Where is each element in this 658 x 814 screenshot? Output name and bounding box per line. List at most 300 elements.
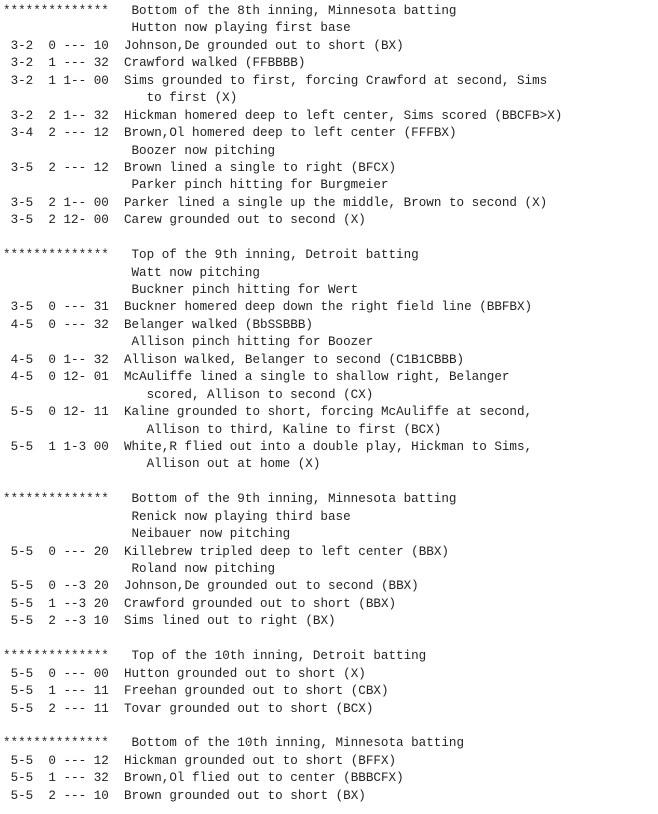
- play-continuation: [3, 456, 653, 473]
- gap: [56, 597, 64, 611]
- bases: ---: [63, 544, 87, 559]
- gap: [3, 614, 11, 628]
- gap: [3, 178, 131, 192]
- count: 20: [93, 596, 109, 611]
- count: 00: [93, 213, 109, 228]
- inning-title: Bottom of the 9th inning, Minnesota batting: [131, 492, 457, 507]
- gap: [109, 109, 124, 123]
- gap: [33, 196, 48, 210]
- gap: [109, 597, 124, 611]
- gap: [109, 126, 124, 140]
- play-description: Brown grounded out to short (BX): [124, 788, 366, 803]
- gap: [3, 754, 11, 768]
- gap: [56, 318, 64, 332]
- play-description: Sims lined out to right (BX): [124, 614, 336, 629]
- play-row: [3, 613, 653, 630]
- gap: [3, 510, 131, 524]
- gap: [33, 614, 48, 628]
- count: 11: [93, 684, 109, 699]
- gap: [109, 39, 124, 53]
- gap: [3, 283, 131, 297]
- gap: [33, 300, 48, 314]
- score: 5-5: [10, 439, 34, 454]
- outs: 1: [48, 684, 56, 699]
- gap: [3, 144, 131, 158]
- continuation-text: to first (X): [146, 91, 238, 106]
- note-text: Boozer now pitching: [131, 143, 276, 158]
- inning-header: [3, 491, 653, 508]
- gap: [33, 126, 48, 140]
- blank-line: [3, 230, 653, 247]
- gap: [86, 771, 94, 785]
- gap: [3, 457, 147, 471]
- gap: [86, 196, 94, 210]
- gap: [109, 736, 132, 750]
- gap: [86, 56, 94, 70]
- inning-separator: **************: [3, 4, 109, 18]
- inning-title: Top of the 10th inning, Detroit batting: [131, 649, 427, 664]
- play-row: [3, 683, 653, 700]
- outs: 2: [48, 701, 56, 716]
- inning-header: [3, 247, 653, 264]
- gap: [56, 196, 64, 210]
- outs: 2: [48, 213, 56, 228]
- bases: ---: [63, 126, 87, 141]
- score: 5-5: [10, 544, 34, 559]
- score: 5-5: [10, 753, 34, 768]
- gap: [109, 370, 124, 384]
- note-text: Renick now playing third base: [131, 509, 351, 524]
- play-row: [3, 753, 653, 770]
- gap: [109, 353, 124, 367]
- count: 32: [93, 771, 109, 786]
- gap: [33, 597, 48, 611]
- score: 3-5: [10, 300, 34, 315]
- play-row: [3, 352, 653, 369]
- count: 10: [93, 614, 109, 629]
- gap: [3, 300, 11, 314]
- bases: ---: [63, 56, 87, 71]
- bases: ---: [63, 38, 87, 53]
- play-description: White,R flied out into a double play, Hickman to Sims,: [124, 439, 533, 454]
- gap: [3, 405, 11, 419]
- play-description: Brown,Ol homered deep to left center (FFFBX): [124, 126, 457, 141]
- gap: [3, 423, 147, 437]
- count: 12: [93, 160, 109, 175]
- play-row: [3, 404, 653, 421]
- score: 4-5: [10, 352, 34, 367]
- gap: [109, 579, 124, 593]
- play-description: Kaline grounded to short, forcing McAuliffe at second,: [124, 405, 533, 420]
- gap: [109, 754, 124, 768]
- play-description: Johnson,De grounded out to short (BX): [124, 38, 404, 53]
- score: 3-2: [10, 56, 34, 71]
- bases: 12-: [63, 405, 87, 420]
- score: 5-5: [10, 788, 34, 803]
- gap: [33, 684, 48, 698]
- play-row: [3, 125, 653, 142]
- gap: [86, 702, 94, 716]
- play-description: Belanger walked (BbSSBBB): [124, 317, 313, 332]
- gap: [56, 56, 64, 70]
- play-row: [3, 195, 653, 212]
- score: 3-2: [10, 73, 34, 88]
- gap: [56, 405, 64, 419]
- gap: [109, 492, 132, 506]
- count: 01: [93, 370, 109, 385]
- gap: [56, 789, 64, 803]
- continuation-text: Allison out at home (X): [146, 457, 321, 472]
- gap: [3, 213, 11, 227]
- gap: [86, 109, 94, 123]
- outs: 1: [48, 73, 56, 88]
- gap: [3, 684, 11, 698]
- play-row: [3, 578, 653, 595]
- score: 4-5: [10, 370, 34, 385]
- outs: 0: [48, 753, 56, 768]
- outs: 1: [48, 596, 56, 611]
- gap: [33, 161, 48, 175]
- substitution-note: [3, 143, 653, 160]
- gap: [33, 667, 48, 681]
- count: 11: [93, 701, 109, 716]
- outs: 2: [48, 614, 56, 629]
- bases: ---: [63, 160, 87, 175]
- count: 20: [93, 579, 109, 594]
- bases: 1--: [63, 195, 87, 210]
- play-description: Hickman grounded out to short (BFFX): [124, 753, 397, 768]
- gap: [3, 39, 11, 53]
- play-description: Killebrew tripled deep to left center (BBX): [124, 544, 449, 559]
- gap: [86, 684, 94, 698]
- gap: [109, 300, 124, 314]
- gap: [56, 161, 64, 175]
- gap: [33, 545, 48, 559]
- score: 5-5: [10, 666, 34, 681]
- gap: [33, 789, 48, 803]
- bases: ---: [63, 317, 87, 332]
- gap: [109, 771, 124, 785]
- bases: 1--: [63, 108, 87, 123]
- gap: [56, 300, 64, 314]
- bases: ---: [63, 753, 87, 768]
- gap: [109, 318, 124, 332]
- play-row: [3, 299, 653, 316]
- inning-separator: **************: [3, 248, 109, 263]
- count: 32: [93, 352, 109, 367]
- gap: [86, 789, 94, 803]
- substitution-note: [3, 282, 653, 299]
- play-description: Brown,Ol flied out to center (BBBCFX): [124, 771, 404, 786]
- note-text: Neibauer now pitching: [131, 527, 291, 542]
- bases: ---: [63, 788, 87, 803]
- play-row: [3, 439, 653, 456]
- gap: [56, 579, 64, 593]
- note-text: Hutton now playing first base: [131, 21, 351, 36]
- note-text: Buckner pinch hitting for Wert: [131, 283, 359, 297]
- gap: [109, 74, 124, 88]
- gap: [86, 370, 94, 384]
- count: 31: [93, 300, 109, 315]
- blank-line: [3, 718, 653, 735]
- bases: 12-: [63, 370, 87, 385]
- gap: [33, 74, 48, 88]
- play-row: [3, 38, 653, 55]
- score: 3-5: [10, 195, 34, 210]
- outs: 0: [48, 666, 56, 681]
- substitution-note: [3, 334, 653, 351]
- gap: [33, 213, 48, 227]
- gap: [33, 109, 48, 123]
- gap: [3, 74, 11, 88]
- score: 3-5: [10, 160, 34, 175]
- gap: [109, 789, 124, 803]
- outs: 0: [48, 405, 56, 420]
- outs: 0: [48, 352, 56, 367]
- substitution-note: [3, 561, 653, 578]
- gap: [3, 196, 11, 210]
- gap: [33, 405, 48, 419]
- gap: [86, 754, 94, 768]
- play-continuation: [3, 90, 653, 107]
- bases: 12-: [63, 213, 87, 228]
- gap: [3, 789, 11, 803]
- substitution-note: [3, 526, 653, 543]
- inning-separator: **************: [3, 649, 109, 664]
- gap: [109, 4, 132, 18]
- bases: ---: [63, 666, 87, 681]
- gap: [86, 597, 94, 611]
- inning-header: [3, 735, 653, 752]
- gap: [109, 545, 124, 559]
- outs: 2: [48, 160, 56, 175]
- play-row: [3, 317, 653, 334]
- play-row: [3, 55, 653, 72]
- score: 5-5: [10, 701, 34, 716]
- gap: [86, 126, 94, 140]
- play-description: Johnson,De grounded out to second (BBX): [124, 579, 419, 594]
- outs: 2: [48, 788, 56, 803]
- gap: [86, 353, 94, 367]
- gap: [86, 300, 94, 314]
- play-description: Parker lined a single up the middle, Brown to second (X): [124, 195, 548, 210]
- substitution-note: [3, 20, 653, 37]
- gap: [56, 109, 64, 123]
- outs: 1: [48, 56, 56, 71]
- play-by-play-log: [3, 3, 653, 805]
- gap: [56, 126, 64, 140]
- play-continuation: [3, 422, 653, 439]
- play-row: [3, 369, 653, 386]
- play-description: Tovar grounded out to short (BCX): [124, 701, 374, 716]
- play-row: [3, 701, 653, 718]
- gap: [3, 388, 147, 402]
- count: 10: [93, 38, 109, 53]
- blank-line: [3, 631, 653, 648]
- play-description: Buckner homered deep down the right field line (BBFBX): [124, 300, 533, 315]
- note-text: Watt now pitching: [131, 265, 260, 280]
- inning-separator: **************: [3, 736, 109, 751]
- inning-header: [3, 648, 653, 665]
- outs: 2: [48, 108, 56, 123]
- count: 00: [93, 439, 109, 454]
- outs: 0: [48, 544, 56, 559]
- gap: [109, 196, 124, 210]
- gap: [109, 667, 124, 681]
- gap: [3, 440, 11, 454]
- gap: [3, 771, 11, 785]
- play-row: [3, 666, 653, 683]
- gap: [3, 126, 11, 140]
- gap: [3, 56, 11, 70]
- gap: [86, 440, 94, 454]
- count: 11: [93, 405, 109, 420]
- score: 3-5: [10, 213, 34, 228]
- bases: 1--: [63, 352, 87, 367]
- gap: [33, 702, 48, 716]
- gap: [86, 405, 94, 419]
- play-description: Freehan grounded out to short (CBX): [124, 684, 389, 699]
- gap: [56, 771, 64, 785]
- gap: [56, 39, 64, 53]
- gap: [56, 754, 64, 768]
- outs: 0: [48, 370, 56, 385]
- gap: [3, 667, 11, 681]
- bases: ---: [63, 701, 87, 716]
- gap: [3, 562, 131, 576]
- gap: [86, 614, 94, 628]
- gap: [3, 370, 11, 384]
- substitution-note: [3, 265, 653, 282]
- continuation-text: scored, Allison to second (CX): [146, 387, 374, 402]
- play-description: Carew grounded out to second (X): [124, 213, 366, 228]
- gap: [3, 335, 131, 349]
- count: 32: [93, 108, 109, 123]
- gap: [109, 248, 132, 262]
- gap: [3, 597, 11, 611]
- bases: --3: [63, 596, 87, 611]
- gap: [3, 91, 147, 105]
- gap: [33, 771, 48, 785]
- play-row: [3, 212, 653, 229]
- count: 00: [93, 666, 109, 681]
- score: 5-5: [10, 596, 34, 611]
- gap: [3, 161, 11, 175]
- gap: [3, 702, 11, 716]
- gap: [33, 440, 48, 454]
- score: 3-2: [10, 108, 34, 123]
- note-text: Allison pinch hitting for Boozer: [131, 335, 374, 350]
- gap: [3, 21, 131, 35]
- bases: 1--: [63, 73, 87, 88]
- gap: [86, 74, 94, 88]
- gap: [3, 545, 11, 559]
- gap: [109, 684, 124, 698]
- gap: [109, 56, 124, 70]
- outs: 1: [48, 439, 56, 454]
- gap: [109, 161, 124, 175]
- outs: 0: [48, 38, 56, 53]
- gap: [109, 614, 124, 628]
- outs: 0: [48, 579, 56, 594]
- play-description: Hutton grounded out to short (X): [124, 666, 366, 681]
- count: 20: [93, 544, 109, 559]
- inning-separator: **************: [3, 492, 109, 507]
- inning-title: Bottom of the 8th inning, Minnesota batting: [131, 4, 457, 18]
- gap: [109, 649, 132, 663]
- gap: [109, 702, 124, 716]
- note-text: Parker pinch hitting for Burgmeier: [131, 178, 389, 193]
- bases: ---: [63, 771, 87, 786]
- gap: [56, 74, 64, 88]
- count: 10: [93, 788, 109, 803]
- play-row: [3, 770, 653, 787]
- substitution-note: [3, 509, 653, 526]
- play-description: Crawford walked (FFBBBB): [124, 56, 306, 71]
- score: 4-5: [10, 317, 34, 332]
- outs: 0: [48, 317, 56, 332]
- outs: 1: [48, 771, 56, 786]
- count: 12: [93, 126, 109, 141]
- gap: [86, 161, 94, 175]
- gap: [109, 440, 124, 454]
- gap: [86, 39, 94, 53]
- play-continuation: [3, 387, 653, 404]
- bases: 1-3: [63, 439, 87, 454]
- gap: [33, 353, 48, 367]
- gap: [33, 318, 48, 332]
- bases: ---: [63, 300, 87, 315]
- score: 5-5: [10, 579, 34, 594]
- gap: [56, 370, 64, 384]
- blank-line: [3, 474, 653, 491]
- play-row: [3, 544, 653, 561]
- gap: [86, 579, 94, 593]
- gap: [33, 39, 48, 53]
- gap: [3, 266, 131, 280]
- gap: [56, 353, 64, 367]
- gap: [3, 353, 11, 367]
- gap: [86, 213, 94, 227]
- gap: [109, 405, 124, 419]
- gap: [33, 56, 48, 70]
- inning-header: [3, 3, 653, 20]
- gap: [86, 545, 94, 559]
- play-row: [3, 788, 653, 805]
- count: 12: [93, 753, 109, 768]
- score: 3-2: [10, 38, 34, 53]
- gap: [3, 109, 11, 123]
- count: 32: [93, 317, 109, 332]
- play-description: Crawford grounded out to short (BBX): [124, 596, 397, 611]
- play-description: McAuliffe lined a single to shallow right, Belanger: [124, 370, 510, 385]
- gap: [56, 684, 64, 698]
- note-text: Roland now pitching: [131, 562, 276, 576]
- gap: [33, 754, 48, 768]
- gap: [86, 667, 94, 681]
- gap: [3, 579, 11, 593]
- gap: [33, 579, 48, 593]
- gap: [109, 213, 124, 227]
- play-row: [3, 596, 653, 613]
- gap: [56, 213, 64, 227]
- gap: [56, 667, 64, 681]
- play-description: Allison walked, Belanger to second (C1B1CBBB): [124, 352, 465, 367]
- score: 3-4: [10, 126, 34, 141]
- gap: [3, 527, 131, 541]
- score: 5-5: [10, 405, 34, 420]
- gap: [86, 318, 94, 332]
